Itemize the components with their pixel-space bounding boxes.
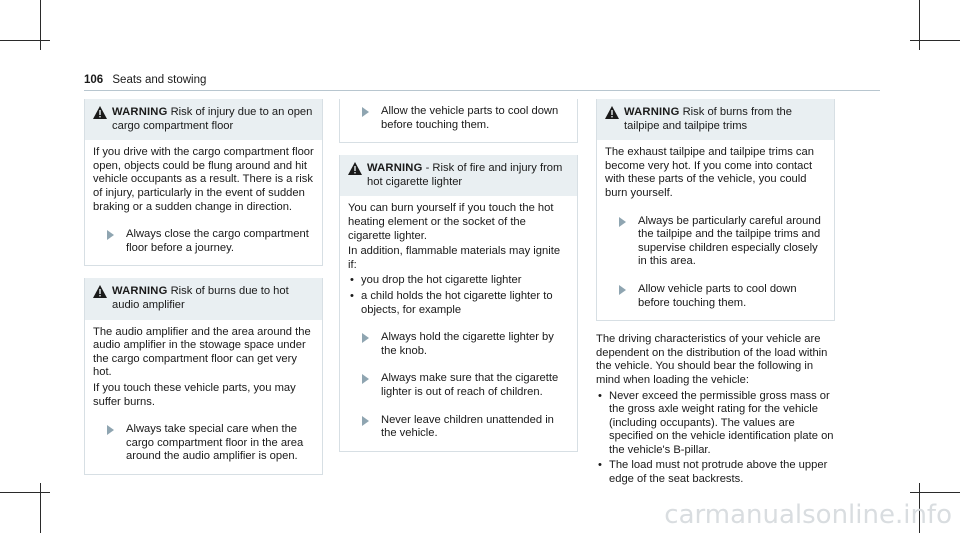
warning-triangle-icon bbox=[605, 106, 619, 119]
step-text: Always close the cargo compartment floor before a journey. bbox=[126, 228, 309, 254]
arrow-icon bbox=[619, 217, 626, 227]
column-3 bbox=[596, 99, 835, 487]
crop-mark bbox=[910, 492, 960, 493]
warning-triangle-icon bbox=[93, 106, 107, 119]
warning-text: If you drive with the cargo compartment floor open, objects could be flung around and hit vehicle occupants as a result. There is a risk of injury, particularly in the event of sudden braking or a sudden change in direction. bbox=[93, 146, 314, 213]
list-item: • Never exceed the permissible gross mass or the gross axle weight rating for the vehicle (including occupants). The values are specified on the vehicle identification plate on the vehicle's B-pillar. bbox=[596, 390, 835, 458]
column-1 bbox=[84, 99, 323, 475]
warning-header bbox=[85, 278, 322, 319]
action-step bbox=[605, 283, 826, 310]
warning-triangle-icon bbox=[93, 285, 107, 298]
arrow-icon bbox=[362, 333, 369, 343]
arrow-icon bbox=[362, 107, 369, 117]
warning-title: Risk of injury due to an open cargo compartment floor bbox=[112, 106, 313, 132]
warning-title: - Risk of fire and injury from hot cigarette lighter bbox=[367, 162, 563, 188]
action-step bbox=[348, 331, 569, 358]
step-text: Always be particularly careful around the tailpipe and the tailpipe trims and supervise children especially closely in this area. bbox=[638, 214, 821, 268]
action-step bbox=[348, 414, 569, 441]
crop-mark bbox=[0, 40, 50, 41]
warning-header bbox=[85, 99, 322, 140]
arrow-icon bbox=[362, 374, 369, 384]
warning-box-cigarette-lighter bbox=[339, 155, 578, 452]
column-2 bbox=[339, 99, 578, 452]
warning-header bbox=[597, 99, 834, 140]
action-step bbox=[605, 215, 826, 269]
crop-mark bbox=[919, 0, 920, 50]
warning-text: The exhaust tailpipe and tailpipe trims can become very hot. If you come into contact with these parts of the vehicle, you could burn yourself. bbox=[605, 146, 814, 199]
warning-label: WARNING bbox=[112, 106, 168, 118]
loading-section bbox=[596, 333, 835, 487]
action-step bbox=[93, 228, 314, 255]
page-header bbox=[84, 74, 206, 88]
list-item: • The load must not protrude above the upper edge of the seat backrests. bbox=[596, 459, 835, 486]
step-text: Always hold the cigarette lighter by the knob. bbox=[381, 331, 554, 357]
arrow-icon bbox=[619, 285, 626, 295]
warning-box-audio-amplifier bbox=[84, 278, 323, 475]
crop-mark bbox=[40, 483, 41, 533]
arrow-icon bbox=[107, 230, 114, 240]
crop-mark bbox=[910, 40, 960, 41]
warning-text: You can burn yourself if you touch the hot heating element or the socket of the cigarette lighter. bbox=[348, 202, 554, 242]
section-title: Seats and stowing bbox=[112, 74, 207, 86]
step-text: Always take special care when the cargo compartment floor in the area around the audio amplifier is open. bbox=[126, 423, 304, 463]
warning-triangle-icon bbox=[348, 162, 362, 175]
page-number: 106 bbox=[84, 74, 104, 86]
warning-label: WARNING bbox=[367, 162, 423, 175]
step-text: Always make sure that the cigarette lighter is out of reach of children. bbox=[381, 372, 559, 398]
body-text: The driving characteristics of your vehicle are dependent on the distribution of the load within the vehicle. You should bear the following in mind when loading the vehicle: bbox=[596, 333, 828, 386]
action-step bbox=[93, 423, 314, 464]
step-text: Never leave children unattended in the vehicle. bbox=[381, 413, 554, 440]
action-step bbox=[348, 105, 569, 132]
crop-mark bbox=[40, 0, 41, 50]
warning-title: Risk of burns due to hot audio amplifier bbox=[112, 285, 289, 311]
list-item: • a child holds the hot cigarette lighter to objects, for example bbox=[348, 290, 569, 317]
step-text: Allow the vehicle parts to cool down before touching them. bbox=[381, 105, 559, 131]
continued-step-box bbox=[339, 99, 578, 143]
header-divider bbox=[84, 90, 880, 91]
warning-text: In addition, flammable materials may ignite if: bbox=[348, 245, 561, 271]
arrow-icon bbox=[362, 416, 369, 426]
warning-box-tailpipe bbox=[596, 99, 835, 321]
warning-text: The audio amplifier and the area around the audio amplifier in the stowage space under the cargo compartment floor can get very hot. bbox=[93, 325, 311, 379]
arrow-icon bbox=[107, 425, 114, 435]
watermark: carmanualsonline.info bbox=[664, 500, 952, 530]
warning-header bbox=[340, 155, 577, 196]
warning-box-cargo-floor bbox=[84, 99, 323, 266]
crop-mark bbox=[0, 492, 50, 493]
warning-title: Risk of burns from the tailpipe and tailpipe trims bbox=[624, 106, 793, 132]
warning-text: If you touch these vehicle parts, you may suffer burns. bbox=[93, 381, 296, 408]
warning-label: WARNING bbox=[112, 285, 168, 298]
warning-label: WARNING bbox=[624, 106, 680, 118]
list-item: • you drop the hot cigarette lighter bbox=[348, 274, 569, 288]
step-text: Allow vehicle parts to cool down before touching them. bbox=[638, 282, 797, 309]
action-step bbox=[348, 372, 569, 399]
